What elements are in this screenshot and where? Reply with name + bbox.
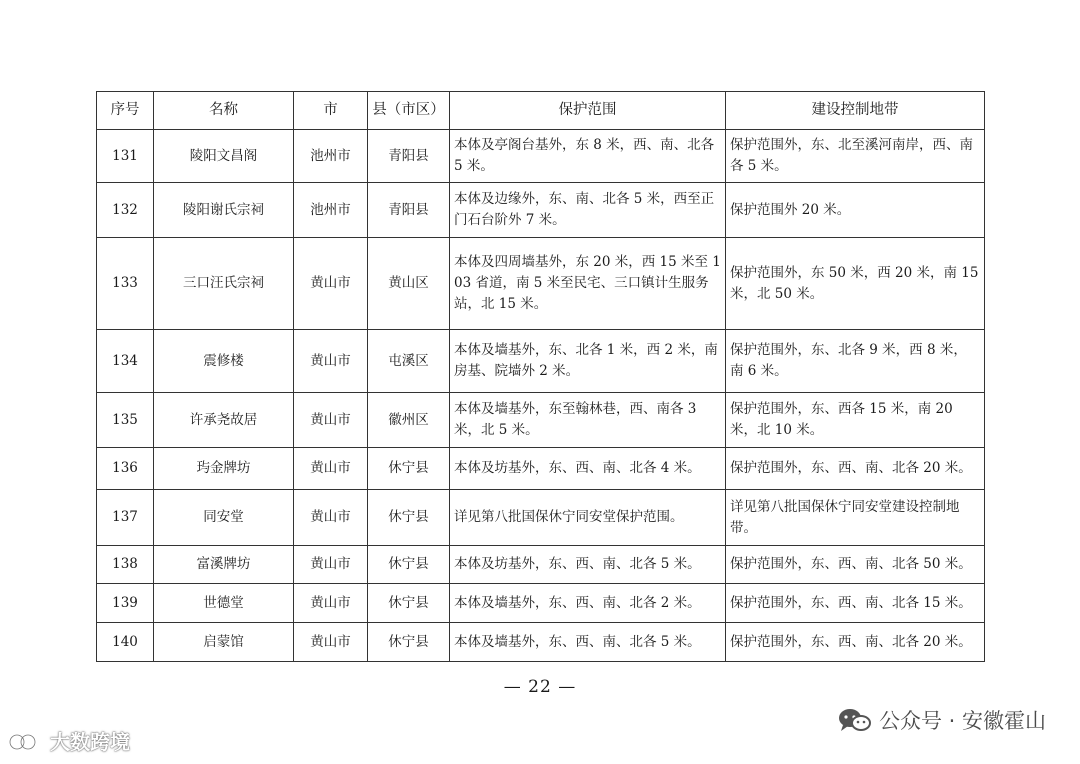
cell-no: 140 [97, 623, 154, 662]
cell-name: 启蒙馆 [154, 623, 294, 662]
header-county: 县（市区） [368, 92, 450, 130]
cell-protection-range: 本体及墙基外，东、北各 1 米，西 2 米，南房基、院墙外 2 米。 [450, 330, 726, 393]
table-row [97, 490, 985, 546]
cell-no: 138 [97, 546, 154, 584]
cell-name: 陵阳谢氏宗祠 [154, 183, 294, 238]
table-row [97, 238, 985, 330]
cell-no: 131 [97, 130, 154, 183]
cell-no: 134 [97, 330, 154, 393]
cell-city: 黄山市 [294, 546, 368, 584]
cell-name: 三口汪氏宗祠 [154, 238, 294, 330]
cell-construction-control: 保护范围外 20 米。 [726, 183, 985, 238]
cell-name: 震修楼 [154, 330, 294, 393]
cell-protection-range: 本体及墙基外，东至翰林巷，西、南各 3 米，北 5 米。 [450, 393, 726, 448]
cell-no: 139 [97, 584, 154, 623]
cell-no: 137 [97, 490, 154, 546]
cell-no: 132 [97, 183, 154, 238]
header-construction-control: 建设控制地带 [726, 92, 985, 130]
cell-county: 休宁县 [368, 584, 450, 623]
cell-county: 黄山区 [368, 238, 450, 330]
cell-city: 黄山市 [294, 448, 368, 490]
cell-name: 陵阳文昌阁 [154, 130, 294, 183]
cell-city: 黄山市 [294, 238, 368, 330]
cell-name: 同安堂 [154, 490, 294, 546]
link-logo-icon [8, 728, 46, 754]
header-name: 名称 [154, 92, 294, 130]
cell-construction-control: 保护范围外，东、西、南、北各 20 米。 [726, 623, 985, 662]
cell-name: 世德堂 [154, 584, 294, 623]
cell-county: 青阳县 [368, 130, 450, 183]
header-no: 序号 [97, 92, 154, 130]
header-city: 市 [294, 92, 368, 130]
watermark-right-text: 公众号 · 安徽霍山 [878, 709, 1046, 733]
cell-no: 136 [97, 448, 154, 490]
cell-no: 133 [97, 238, 154, 330]
cell-protection-range: 本体及边缘外，东、南、北各 5 米，西至正门石台阶外 7 米。 [450, 183, 726, 238]
cell-county: 休宁县 [368, 546, 450, 584]
cell-county: 屯溪区 [368, 330, 450, 393]
cell-protection-range: 本体及墙基外，东、西、南、北各 5 米。 [450, 623, 726, 662]
table-row [97, 330, 985, 393]
cell-construction-control: 保护范围外，东、西各 15 米，南 20 米，北 10 米。 [726, 393, 985, 448]
cell-construction-control: 保护范围外，东、西、南、北各 20 米。 [726, 448, 985, 490]
cell-county: 徽州区 [368, 393, 450, 448]
cell-city: 黄山市 [294, 584, 368, 623]
cell-city: 黄山市 [294, 490, 368, 546]
heritage-table [96, 91, 985, 662]
cell-name: 富溪牌坊 [154, 546, 294, 584]
cell-county: 休宁县 [368, 623, 450, 662]
page-number: — 22 — [503, 677, 577, 697]
cell-city: 黄山市 [294, 623, 368, 662]
cell-construction-control: 保护范围外，东、西、南、北各 15 米。 [726, 584, 985, 623]
cell-protection-range: 本体及坊基外，东、西、南、北各 5 米。 [450, 546, 726, 584]
cell-construction-control: 保护范围外，东、西、南、北各 50 米。 [726, 546, 985, 584]
wechat-icon [837, 706, 871, 734]
cell-city: 池州市 [294, 183, 368, 238]
cell-city: 黄山市 [294, 393, 368, 448]
watermark-left [8, 726, 130, 755]
cell-protection-range: 详见第八批国保休宁同安堂保护范围。 [450, 490, 726, 546]
cell-county: 休宁县 [368, 448, 450, 490]
cell-name: 许承尧故居 [154, 393, 294, 448]
table-row [97, 393, 985, 448]
table-row [97, 448, 985, 490]
header-protection-range: 保护范围 [450, 92, 726, 130]
cell-construction-control: 保护范围外，东、北各 9 米，西 8 米，南 6 米。 [726, 330, 985, 393]
table-row [97, 546, 985, 584]
watermark-right [837, 705, 1046, 735]
cell-city: 黄山市 [294, 330, 368, 393]
cell-county: 青阳县 [368, 183, 450, 238]
cell-county: 休宁县 [368, 490, 450, 546]
cell-protection-range: 本体及坊基外，东、西、南、北各 4 米。 [450, 448, 726, 490]
cell-protection-range: 本体及亭阁台基外，东 8 米，西、南、北各 5 米。 [450, 130, 726, 183]
table-header-row [97, 92, 985, 130]
cell-construction-control: 保护范围外，东 50 米，西 20 米，南 15 米，北 50 米。 [726, 238, 985, 330]
cell-construction-control: 保护范围外，东、北至溪河南岸，西、南各 5 米。 [726, 130, 985, 183]
cell-city: 池州市 [294, 130, 368, 183]
table-row [97, 183, 985, 238]
cell-no: 135 [97, 393, 154, 448]
cell-protection-range: 本体及墙基外，东、西、南、北各 2 米。 [450, 584, 726, 623]
cell-name: 玙金牌坊 [154, 448, 294, 490]
table-row [97, 130, 985, 183]
watermark-left-text: 大数跨境 [50, 730, 130, 754]
cell-protection-range: 本体及四周墙基外，东 20 米，西 15 米至 103 省道，南 5 米至民宅、三口镇计生服务站，北 15 米。 [450, 238, 726, 330]
cell-construction-control: 详见第八批国保休宁同安堂建设控制地带。 [726, 490, 985, 546]
table-row [97, 623, 985, 662]
table-row [97, 584, 985, 623]
